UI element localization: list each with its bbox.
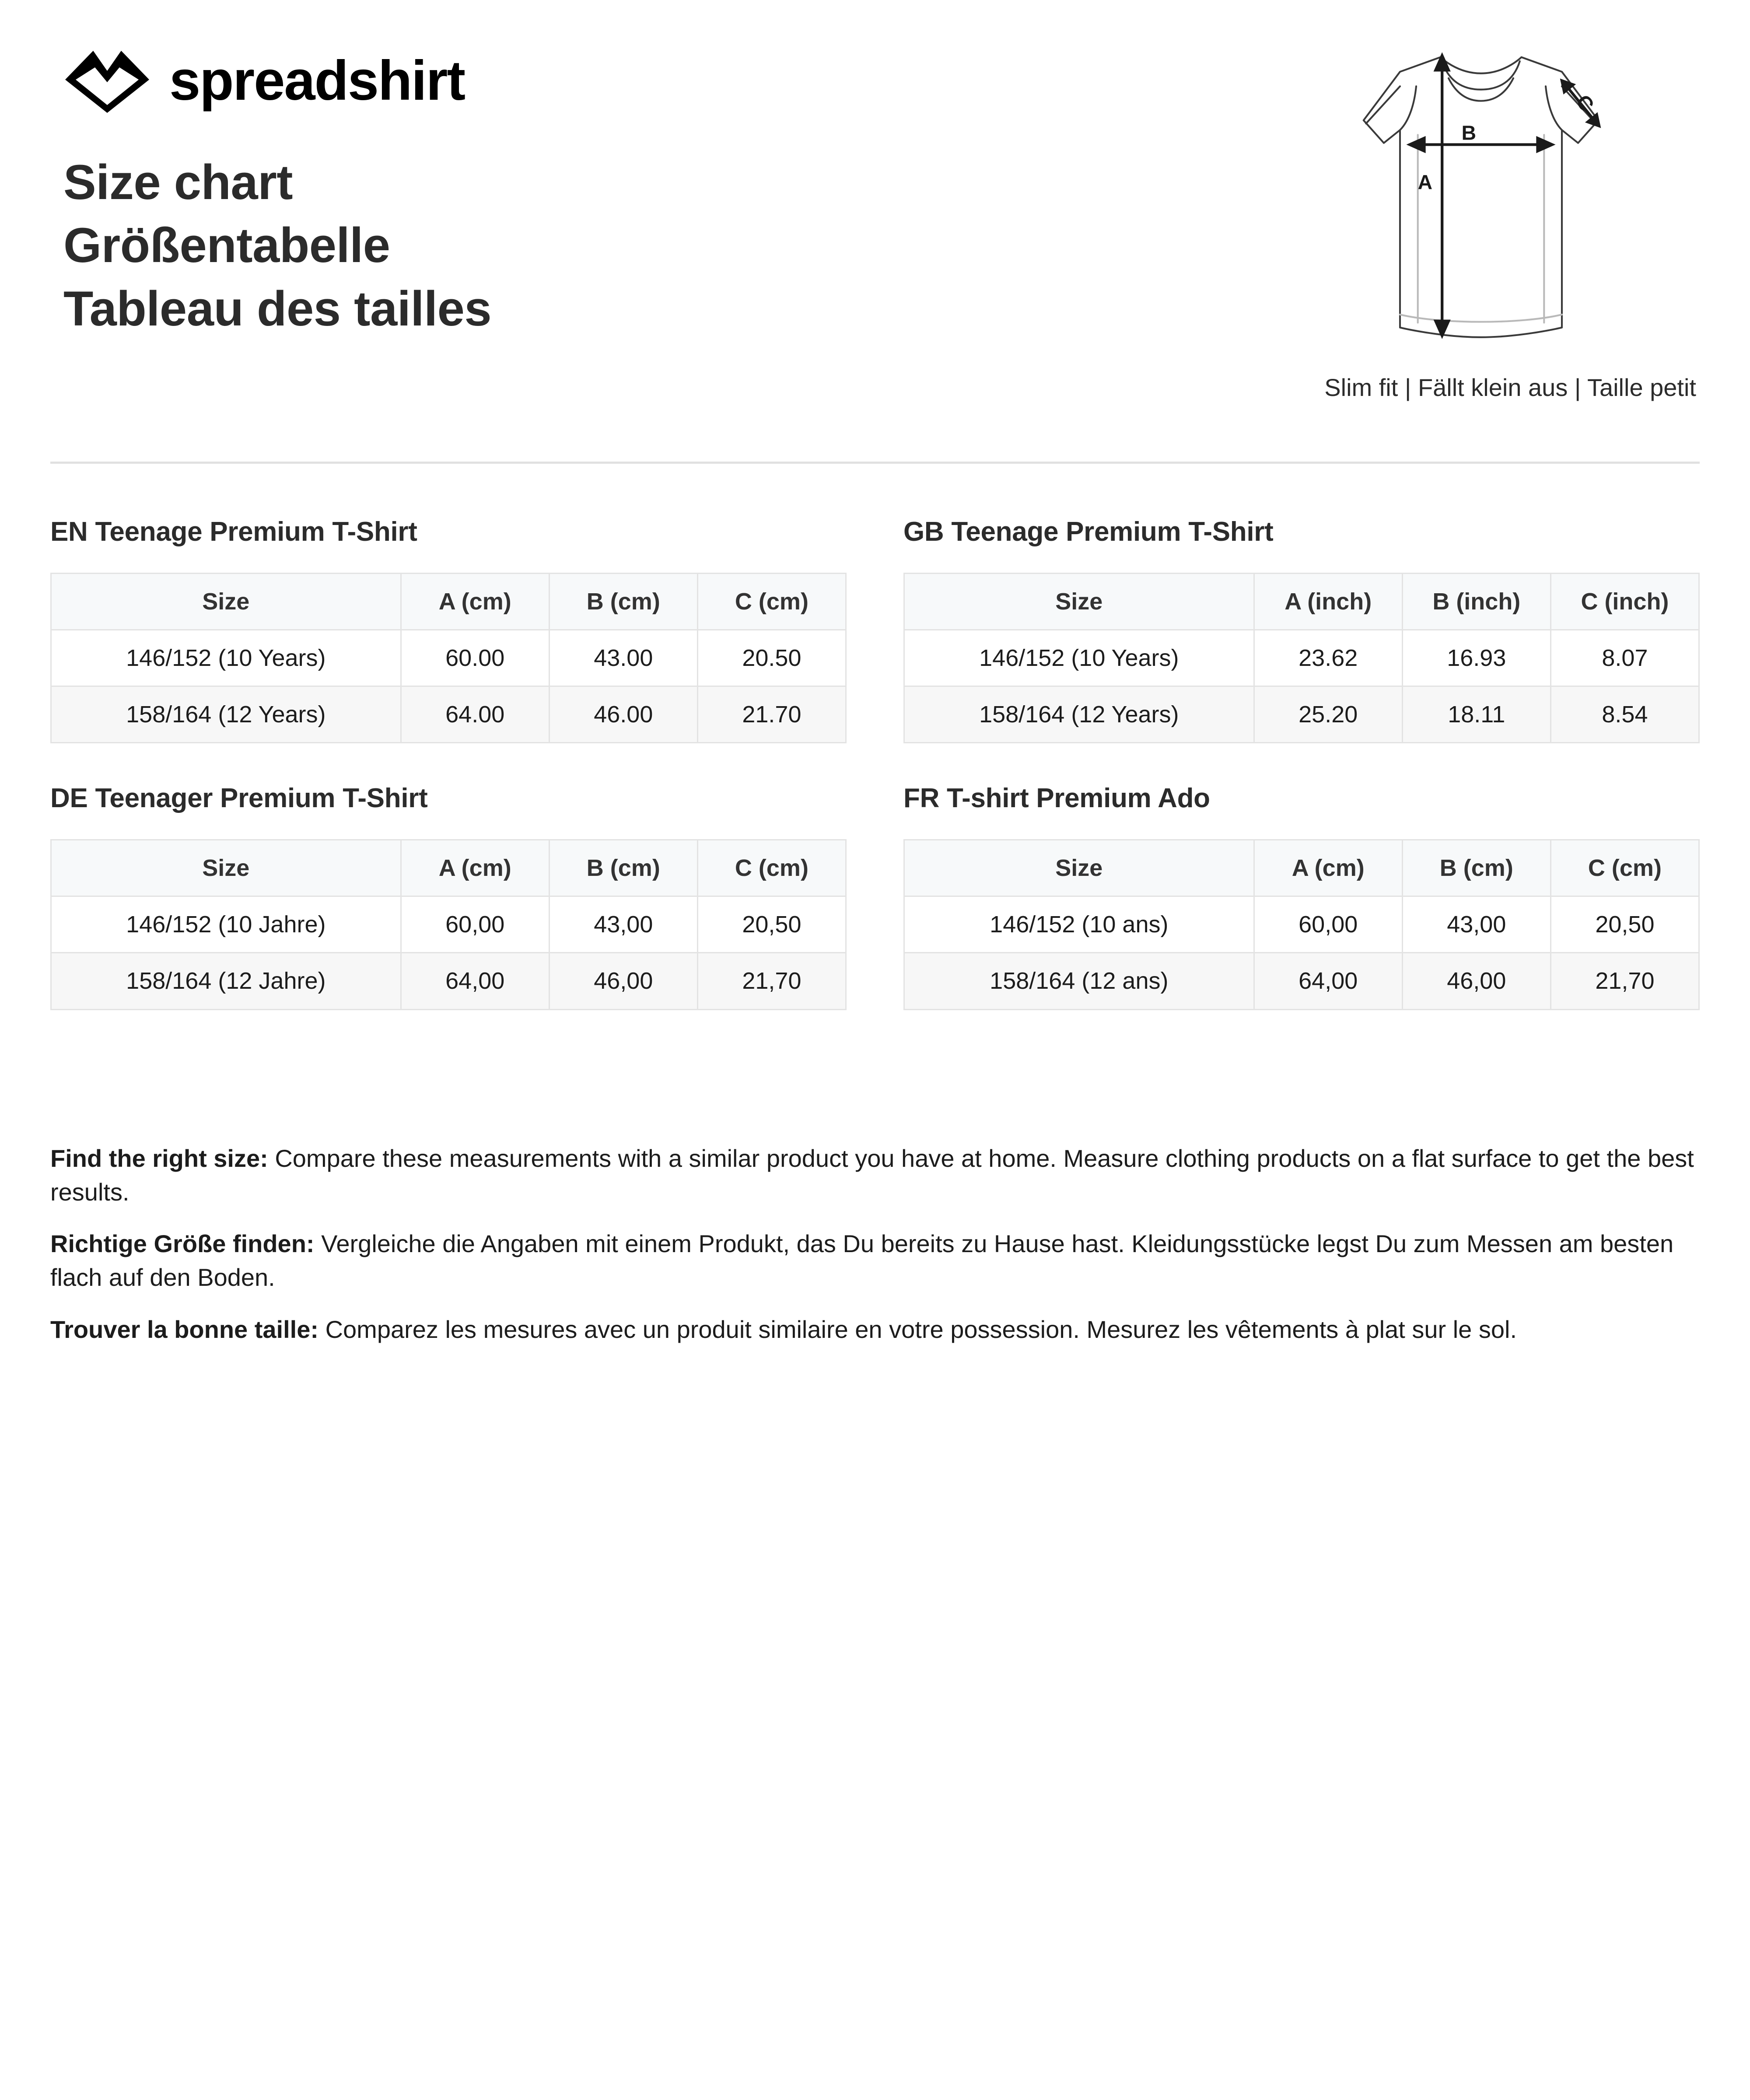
tshirt-diagram-block	[1262, 39, 1700, 402]
column-header-size: Size	[904, 574, 1254, 630]
note-en-lead: Find the right size:	[50, 1144, 268, 1172]
table-header-row	[51, 840, 846, 896]
cell-size: 158/164 (12 Years)	[904, 686, 1254, 743]
size-table-section-fr	[903, 783, 1700, 1010]
cell-c: 20,50	[697, 896, 846, 953]
cell-b: 46.00	[549, 686, 697, 743]
size-table-en	[50, 573, 847, 743]
note-de	[50, 1227, 1700, 1294]
cell-a: 23.62	[1254, 630, 1402, 686]
column-header-a: A (cm)	[401, 574, 549, 630]
cell-a: 60.00	[401, 630, 549, 686]
page-header	[50, 0, 1700, 411]
size-table-de	[50, 839, 847, 1010]
table-header-row	[51, 574, 846, 630]
section-title-fr: FR T-shirt Premium Ado	[903, 783, 1210, 814]
table-row	[51, 686, 846, 743]
brand-name: spreadshirt	[169, 49, 465, 112]
column-header-c: C (cm)	[697, 840, 846, 896]
column-header-b: B (cm)	[1402, 840, 1550, 896]
cell-size: 146/152 (10 Years)	[51, 630, 401, 686]
note-en-body: Compare these measurements with a similar product you have at home. Measure clothing products on a flat surface to get the best results.	[50, 1144, 1694, 1206]
cell-a: 64.00	[401, 686, 549, 743]
column-header-size: Size	[51, 574, 401, 630]
note-fr-lead: Trouver la bonne taille:	[50, 1315, 319, 1343]
column-header-size: Size	[904, 840, 1254, 896]
table-row	[904, 896, 1699, 953]
page-titles	[63, 151, 491, 340]
cell-c: 8.54	[1550, 686, 1699, 743]
cell-size: 158/164 (12 Years)	[51, 686, 401, 743]
column-header-c: C (inch)	[1550, 574, 1699, 630]
dimension-label-b: B	[1461, 121, 1477, 144]
column-header-b: B (cm)	[549, 574, 697, 630]
cell-b: 43,00	[549, 896, 697, 953]
column-header-a: A (cm)	[401, 840, 549, 896]
cell-a: 64,00	[1254, 953, 1402, 1009]
table-header-row	[904, 574, 1699, 630]
table-row	[51, 953, 846, 1009]
section-title-gb: GB Teenage Premium T-Shirt	[903, 517, 1274, 547]
cell-b: 18.11	[1402, 686, 1550, 743]
section-title-de: DE Teenager Premium T-Shirt	[50, 783, 428, 814]
table-row	[904, 630, 1699, 686]
note-de-body: Vergleiche die Angaben mit einem Produkt, das Du bereits zu Hause hast. Kleidungsstücke legst Du zum Messen am besten flach auf den Boden.	[50, 1230, 1674, 1292]
table-row	[904, 953, 1699, 1009]
brand-lockup	[63, 48, 465, 114]
note-fr-body: Comparez les mesures avec un produit similaire en votre possession. Mesurez les vêtements à plat sur le sol.	[318, 1315, 1517, 1343]
note-en	[50, 1142, 1700, 1209]
column-header-c: C (cm)	[697, 574, 846, 630]
column-header-c: C (cm)	[1550, 840, 1699, 896]
cell-a: 64,00	[401, 953, 549, 1009]
page-title-en: Size chart	[63, 155, 293, 210]
dimension-label-c: C	[1572, 90, 1599, 116]
size-table-section-gb	[903, 516, 1700, 743]
cell-size: 158/164 (12 ans)	[904, 953, 1254, 1009]
cell-size: 146/152 (10 ans)	[904, 896, 1254, 953]
measuring-notes	[50, 1142, 1700, 1365]
size-table-section-de	[50, 783, 847, 1010]
column-header-a: A (cm)	[1254, 840, 1402, 896]
cell-c: 8.07	[1550, 630, 1699, 686]
size-table-gb	[903, 573, 1700, 743]
cell-c: 21,70	[697, 953, 846, 1009]
cell-size: 146/152 (10 Jahre)	[51, 896, 401, 953]
cell-b: 16.93	[1402, 630, 1550, 686]
page-title-fr: Tableau des tailles	[63, 281, 492, 336]
cell-c: 21,70	[1550, 953, 1699, 1009]
cell-b: 43.00	[549, 630, 697, 686]
tshirt-measurement-diagram-icon	[1315, 39, 1647, 363]
table-row	[904, 686, 1699, 743]
cell-a: 60,00	[401, 896, 549, 953]
cell-c: 20.50	[697, 630, 846, 686]
table-row	[51, 630, 846, 686]
section-title-en: EN Teenage Premium T-Shirt	[50, 517, 417, 547]
note-de-lead: Richtige Größe finden:	[50, 1230, 315, 1258]
table-row	[51, 896, 846, 953]
column-header-a: A (inch)	[1254, 574, 1402, 630]
cell-b: 46,00	[1402, 953, 1550, 1009]
size-table-section-en	[50, 516, 847, 743]
fit-note: Slim fit | Fällt klein aus | Taille petit	[1324, 374, 1696, 401]
size-tables-grid	[50, 516, 1700, 1010]
cell-b: 43,00	[1402, 896, 1550, 953]
cell-a: 60,00	[1254, 896, 1402, 953]
cell-c: 21.70	[697, 686, 846, 743]
note-fr	[50, 1313, 1700, 1347]
column-header-b: B (inch)	[1402, 574, 1550, 630]
column-header-size: Size	[51, 840, 401, 896]
cell-c: 20,50	[1550, 896, 1699, 953]
cell-size: 158/164 (12 Jahre)	[51, 953, 401, 1009]
cell-size: 146/152 (10 Years)	[904, 630, 1254, 686]
page-title-de: Größentabelle	[63, 218, 390, 273]
header-divider	[50, 462, 1700, 464]
spreadshirt-heart-logo-icon	[63, 48, 151, 114]
table-header-row	[904, 840, 1699, 896]
dimension-label-a: A	[1418, 171, 1432, 194]
cell-b: 46,00	[549, 953, 697, 1009]
cell-a: 25.20	[1254, 686, 1402, 743]
size-table-fr	[903, 839, 1700, 1010]
column-header-b: B (cm)	[549, 840, 697, 896]
